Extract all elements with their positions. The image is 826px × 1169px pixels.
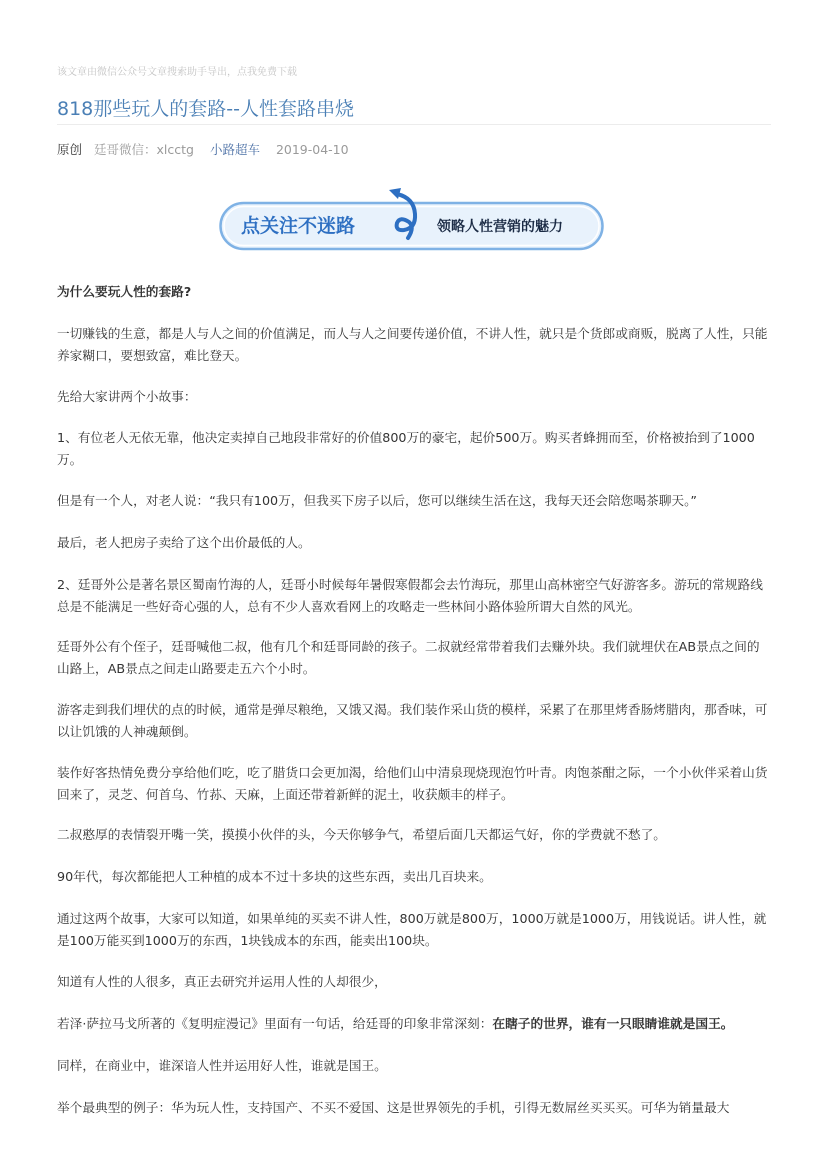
original-tag: 原创 (57, 142, 83, 157)
paragraph: 廷哥外公有个侄子，廷哥喊他二叔，他有几个和廷哥同龄的孩子。二叔就经常带着我们去赚外块。我们就埋伏在AB景点之间的山路上，AB景点之间走山路要走五六个小时。 (57, 639, 760, 676)
follow-banner-graphic (219, 186, 604, 252)
paragraph: 90年代，每次都能把人工种植的成本不过十多块的这些东西，卖出几百块来。 (57, 869, 492, 884)
paragraph: 一切赚钱的生意，都是人与人之间的价值满足，而人与人之间要传递价值，不讲人性，就只是个货郎或商贩，脱离了人性，只能养家糊口，要想致富，难比登天。 (57, 326, 768, 363)
paragraph: 最后，老人把房子卖给了这个出价最低的人。 (57, 535, 311, 550)
banner-left-text: 点关注不迷路 (241, 215, 356, 237)
paragraph (57, 1013, 771, 1035)
article-title: 818那些玩人的套路--人性套路串烧 (57, 98, 354, 120)
paragraph: 二叔憨厚的表情裂开嘴一笑，摸摸小伙伴的头，今天你够争气，希望后面几天都运气好，你的学费就不愁了。 (57, 827, 666, 842)
paragraph: 游客走到我们埋伏的点的时候，通常是弹尽粮绝，又饿又渴。我们装作采山货的模样，采累了在那里烤香肠烤腊肉，那香味，可以让饥饿的人神魂颠倒。 (57, 702, 768, 739)
section-heading: 为什么要玩人性的套路? (57, 284, 192, 299)
paragraph: 知道有人性的人很多，真正去研究并运用人性的人却很少， (57, 974, 387, 989)
author-name: 廷哥微信：xlcctg (94, 142, 194, 157)
paragraph: 举个最典型的例子：华为玩人性，支持国产、不买不爱国、这是世界领先的手机，引得无数屌丝买买买。可华为销量最大 (57, 1100, 730, 1115)
paragraph: 1、有位老人无依无靠，他决定卖掉自己地段非常好的价值800万的豪宅，起价500万。购买者蜂拥而至，价格被抬到了1000万。 (57, 430, 755, 467)
paragraph: 先给大家讲两个小故事： (57, 389, 197, 404)
article-meta (57, 140, 349, 158)
paragraph: 2、廷哥外公是著名景区蜀南竹海的人，廷哥小时候每年暑假寒假都会去竹海玩，那里山高林密空气好游客多。游玩的常规路线总是不能满足一些好奇心强的人，总有不少人喜欢看网上的攻略走一些林间小路体验所谓大自然的风光。 (57, 577, 763, 614)
paragraph: 通过这两个故事，大家可以知道，如果单纯的买卖不讲人性，800万就是800万，1000万就是1000万，用钱说话。讲人性，就是100万能买到1000万的东西，1块钱成本的东西，能卖出100块。 (57, 911, 767, 948)
follow-banner[interactable] (219, 186, 604, 252)
paragraph: 装作好客热情免费分享给他们吃，吃了腊货口会更加渴，给他们山中清泉现烧现泡竹叶青。肉饱茶酣之际，一个小伙伴采着山货回来了，灵芝、何首乌、竹荪、天麻，上面还带着新鲜的泥土，收获颇丰的样子。 (57, 765, 768, 802)
title-divider (57, 124, 771, 125)
paragraph-text: 若泽·萨拉马戈所著的《复明症漫记》里面有一句话，给廷哥的印象非常深刻： (57, 1016, 493, 1031)
export-notice-link[interactable]: 该文章由微信公众号文章搜索助手导出，点我免费下载 (57, 67, 297, 78)
paragraph: 但是有一个人，对老人说：“我只有100万，但我买下房子以后，您可以继续生活在这，我每天还会陪您喝茶聊天。” (57, 493, 698, 508)
quote-highlight: 在瞎子的世界，谁有一只眼睛谁就是国王。 (492, 1016, 734, 1031)
account-name-link[interactable]: 小路超车 (209, 142, 260, 157)
publish-date: 2019-04-10 (275, 142, 349, 157)
banner-right-text: 领略人性营销的魅力 (437, 219, 563, 235)
paragraph: 同样，在商业中，谁深谙人性并运用好人性，谁就是国王。 (57, 1058, 387, 1073)
